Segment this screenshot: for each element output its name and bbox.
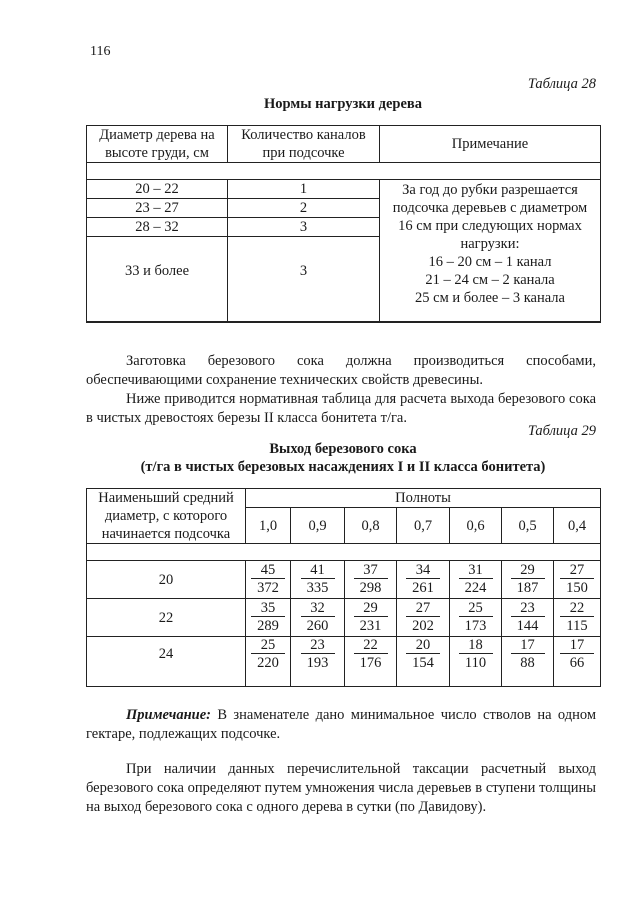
- table-row: [87, 561, 601, 599]
- fraction-denominator: 88: [520, 655, 535, 671]
- fraction-numerator: 29: [511, 562, 545, 579]
- table29-fraction: [554, 600, 600, 635]
- table28-cell-diameter: 33 и более: [87, 237, 228, 322]
- fraction-numerator: 18: [459, 637, 493, 654]
- table28-note-line: 25 см и более – 3 канала: [415, 290, 565, 306]
- fraction-denominator: 202: [412, 618, 434, 634]
- table29-fraction: [554, 562, 600, 597]
- fraction-numerator: 23: [511, 600, 545, 617]
- fraction-denominator: 144: [516, 618, 539, 634]
- table29-density-value: 0,5: [502, 508, 554, 544]
- fraction-numerator: 31: [459, 562, 493, 579]
- table29-density-value: 1,0: [246, 508, 291, 544]
- fraction-denominator: 173: [464, 618, 487, 634]
- table29-fraction: [345, 562, 396, 597]
- fraction-numerator: 22: [560, 600, 594, 617]
- fraction-numerator: 27: [406, 600, 440, 617]
- fraction-denominator: 261: [412, 580, 434, 596]
- fraction-numerator: 23: [301, 637, 335, 654]
- table29-fraction: [246, 562, 290, 597]
- fraction-numerator: 17: [511, 637, 545, 654]
- table29-density-value: 0,8: [345, 508, 397, 544]
- table29-label: Таблица 29: [527, 423, 596, 439]
- table29-fraction: [502, 562, 553, 597]
- fraction-numerator: 37: [354, 562, 388, 579]
- table28-bottom-border: [87, 322, 601, 323]
- note-text: В знаменателе дано минимальное число стволов на одном гектаре, подлежащих подсочке.: [86, 707, 597, 742]
- fraction-denominator: 154: [412, 655, 434, 671]
- table28-title: Нормы нагрузки дерева: [263, 96, 423, 112]
- table29: [86, 488, 601, 687]
- fraction-numerator: 25: [459, 600, 493, 617]
- table28-cell-channels: 1: [228, 180, 380, 199]
- table28-header-diameter: Диаметр дерева на высоте груди, см: [87, 126, 228, 163]
- fraction-denominator: 231: [359, 618, 382, 634]
- table29-title-line2: (т/га в чистых березовых насаждениях I и II класса бонитета): [140, 459, 546, 475]
- fraction-denominator: 224: [464, 580, 487, 596]
- fraction-numerator: 27: [560, 562, 594, 579]
- table28-note-line: 16 см при следующих нормах: [398, 218, 582, 234]
- table29-density-value: 0,6: [450, 508, 502, 544]
- table29-header-density: Полноты: [246, 489, 601, 508]
- table29-fraction: [246, 600, 290, 635]
- table28-header-channels: Количество каналов при подсочке: [228, 126, 380, 163]
- table28-note-cell: [380, 180, 601, 322]
- paragraph-3: [86, 760, 596, 817]
- table29-density-value: 0,7: [397, 508, 450, 544]
- fraction-denominator: 187: [516, 580, 539, 596]
- fraction-denominator: 176: [359, 655, 382, 671]
- table29-density-value: 0,9: [291, 508, 345, 544]
- table29-row-diameter: 22: [87, 599, 246, 637]
- fraction-numerator: 22: [354, 637, 388, 654]
- table29-fraction: [450, 600, 501, 635]
- fraction-numerator: 17: [560, 637, 594, 654]
- table28: [86, 125, 601, 323]
- fraction-numerator: 45: [251, 562, 285, 579]
- table28-cell-channels: 3: [228, 218, 380, 237]
- table28-cell-channels: 3: [228, 237, 380, 322]
- table29-fraction: [291, 562, 344, 597]
- paragraph-1-text: Заготовка березового сока должна производиться способами, обеспечивающими сохранение технических свойств древесины.: [86, 353, 596, 388]
- table28-cell-diameter: 23 – 27: [87, 199, 228, 218]
- table29-fraction: [502, 637, 553, 672]
- table28-spacer-row: [87, 163, 601, 180]
- fraction-denominator: 66: [569, 655, 585, 671]
- table29-note: [86, 706, 596, 744]
- table29-row-diameter: 24: [87, 637, 246, 687]
- table29-fraction: [502, 600, 553, 635]
- fraction-denominator: 335: [306, 580, 329, 596]
- table29-fraction: [246, 637, 290, 672]
- table28-header-note: Примечание: [380, 126, 601, 163]
- table28-note-line: 16 – 20 см – 1 канал: [428, 254, 552, 270]
- table29-fraction: [397, 637, 449, 672]
- fraction-denominator: 115: [566, 618, 588, 634]
- table28-note-line: подсочка деревьев с диаметром: [392, 200, 588, 216]
- note-label: Примечание:: [126, 707, 212, 723]
- fraction-numerator: 35: [251, 600, 285, 617]
- table29-spacer-row: [87, 544, 601, 561]
- table29-fraction: [450, 637, 501, 672]
- table29-header-diameter: Наименьший средний диаметр, с которого начинается подсочка: [87, 489, 246, 544]
- table-row: [87, 599, 601, 637]
- fraction-numerator: 32: [301, 600, 335, 617]
- paragraph-2: [86, 390, 596, 428]
- table29-fraction: [291, 600, 344, 635]
- fraction-numerator: 29: [354, 600, 388, 617]
- table28-note-line: 21 – 24 см – 2 канала: [425, 272, 555, 288]
- fraction-denominator: 110: [464, 655, 487, 671]
- fraction-denominator: 298: [359, 580, 382, 596]
- page-number: 116: [90, 44, 111, 59]
- fraction-denominator: 150: [566, 580, 588, 596]
- table28-note-line: За год до рубки разрешается: [402, 182, 578, 198]
- paragraph-3-text: При наличии данных перечислительной таксации расчетный выход березового сока определяют путем умножения числа деревьев в ступени толщины на выход березового сока с одного дерева в сутки (по Давидову).: [86, 761, 596, 815]
- paragraph-1: [86, 352, 596, 390]
- paragraph-2-text: Ниже приводится нормативная таблица для расчета выхода березового сока в чистых древостоях березы II класса бонитета т/га.: [86, 391, 596, 426]
- table-row: [87, 637, 601, 687]
- table29-row-diameter: 20: [87, 561, 246, 599]
- table29-fraction: [554, 637, 600, 672]
- table29-fraction: [345, 600, 396, 635]
- table29-fraction: [450, 562, 501, 597]
- fraction-denominator: 372: [257, 580, 279, 596]
- table29-title-line1: Выход березового сока: [269, 441, 417, 457]
- fraction-numerator: 41: [301, 562, 335, 579]
- table29-fraction: [291, 637, 344, 672]
- fraction-denominator: 193: [306, 655, 329, 671]
- fraction-denominator: 289: [257, 618, 279, 634]
- fraction-denominator: 220: [257, 655, 279, 671]
- table29-fraction: [397, 562, 449, 597]
- table28-cell-diameter: 28 – 32: [87, 218, 228, 237]
- table28-note-line: нагрузки:: [460, 236, 520, 252]
- table29-density-value: 0,4: [554, 508, 601, 544]
- table28-label: Таблица 28: [527, 76, 596, 92]
- fraction-numerator: 25: [251, 637, 285, 654]
- fraction-denominator: 260: [306, 618, 329, 634]
- fraction-numerator: 34: [406, 562, 440, 579]
- table28-cell-diameter: 20 – 22: [87, 180, 228, 199]
- table29-fraction: [345, 637, 396, 672]
- fraction-numerator: 20: [406, 637, 440, 654]
- table28-cell-channels: 2: [228, 199, 380, 218]
- table29-fraction: [397, 600, 449, 635]
